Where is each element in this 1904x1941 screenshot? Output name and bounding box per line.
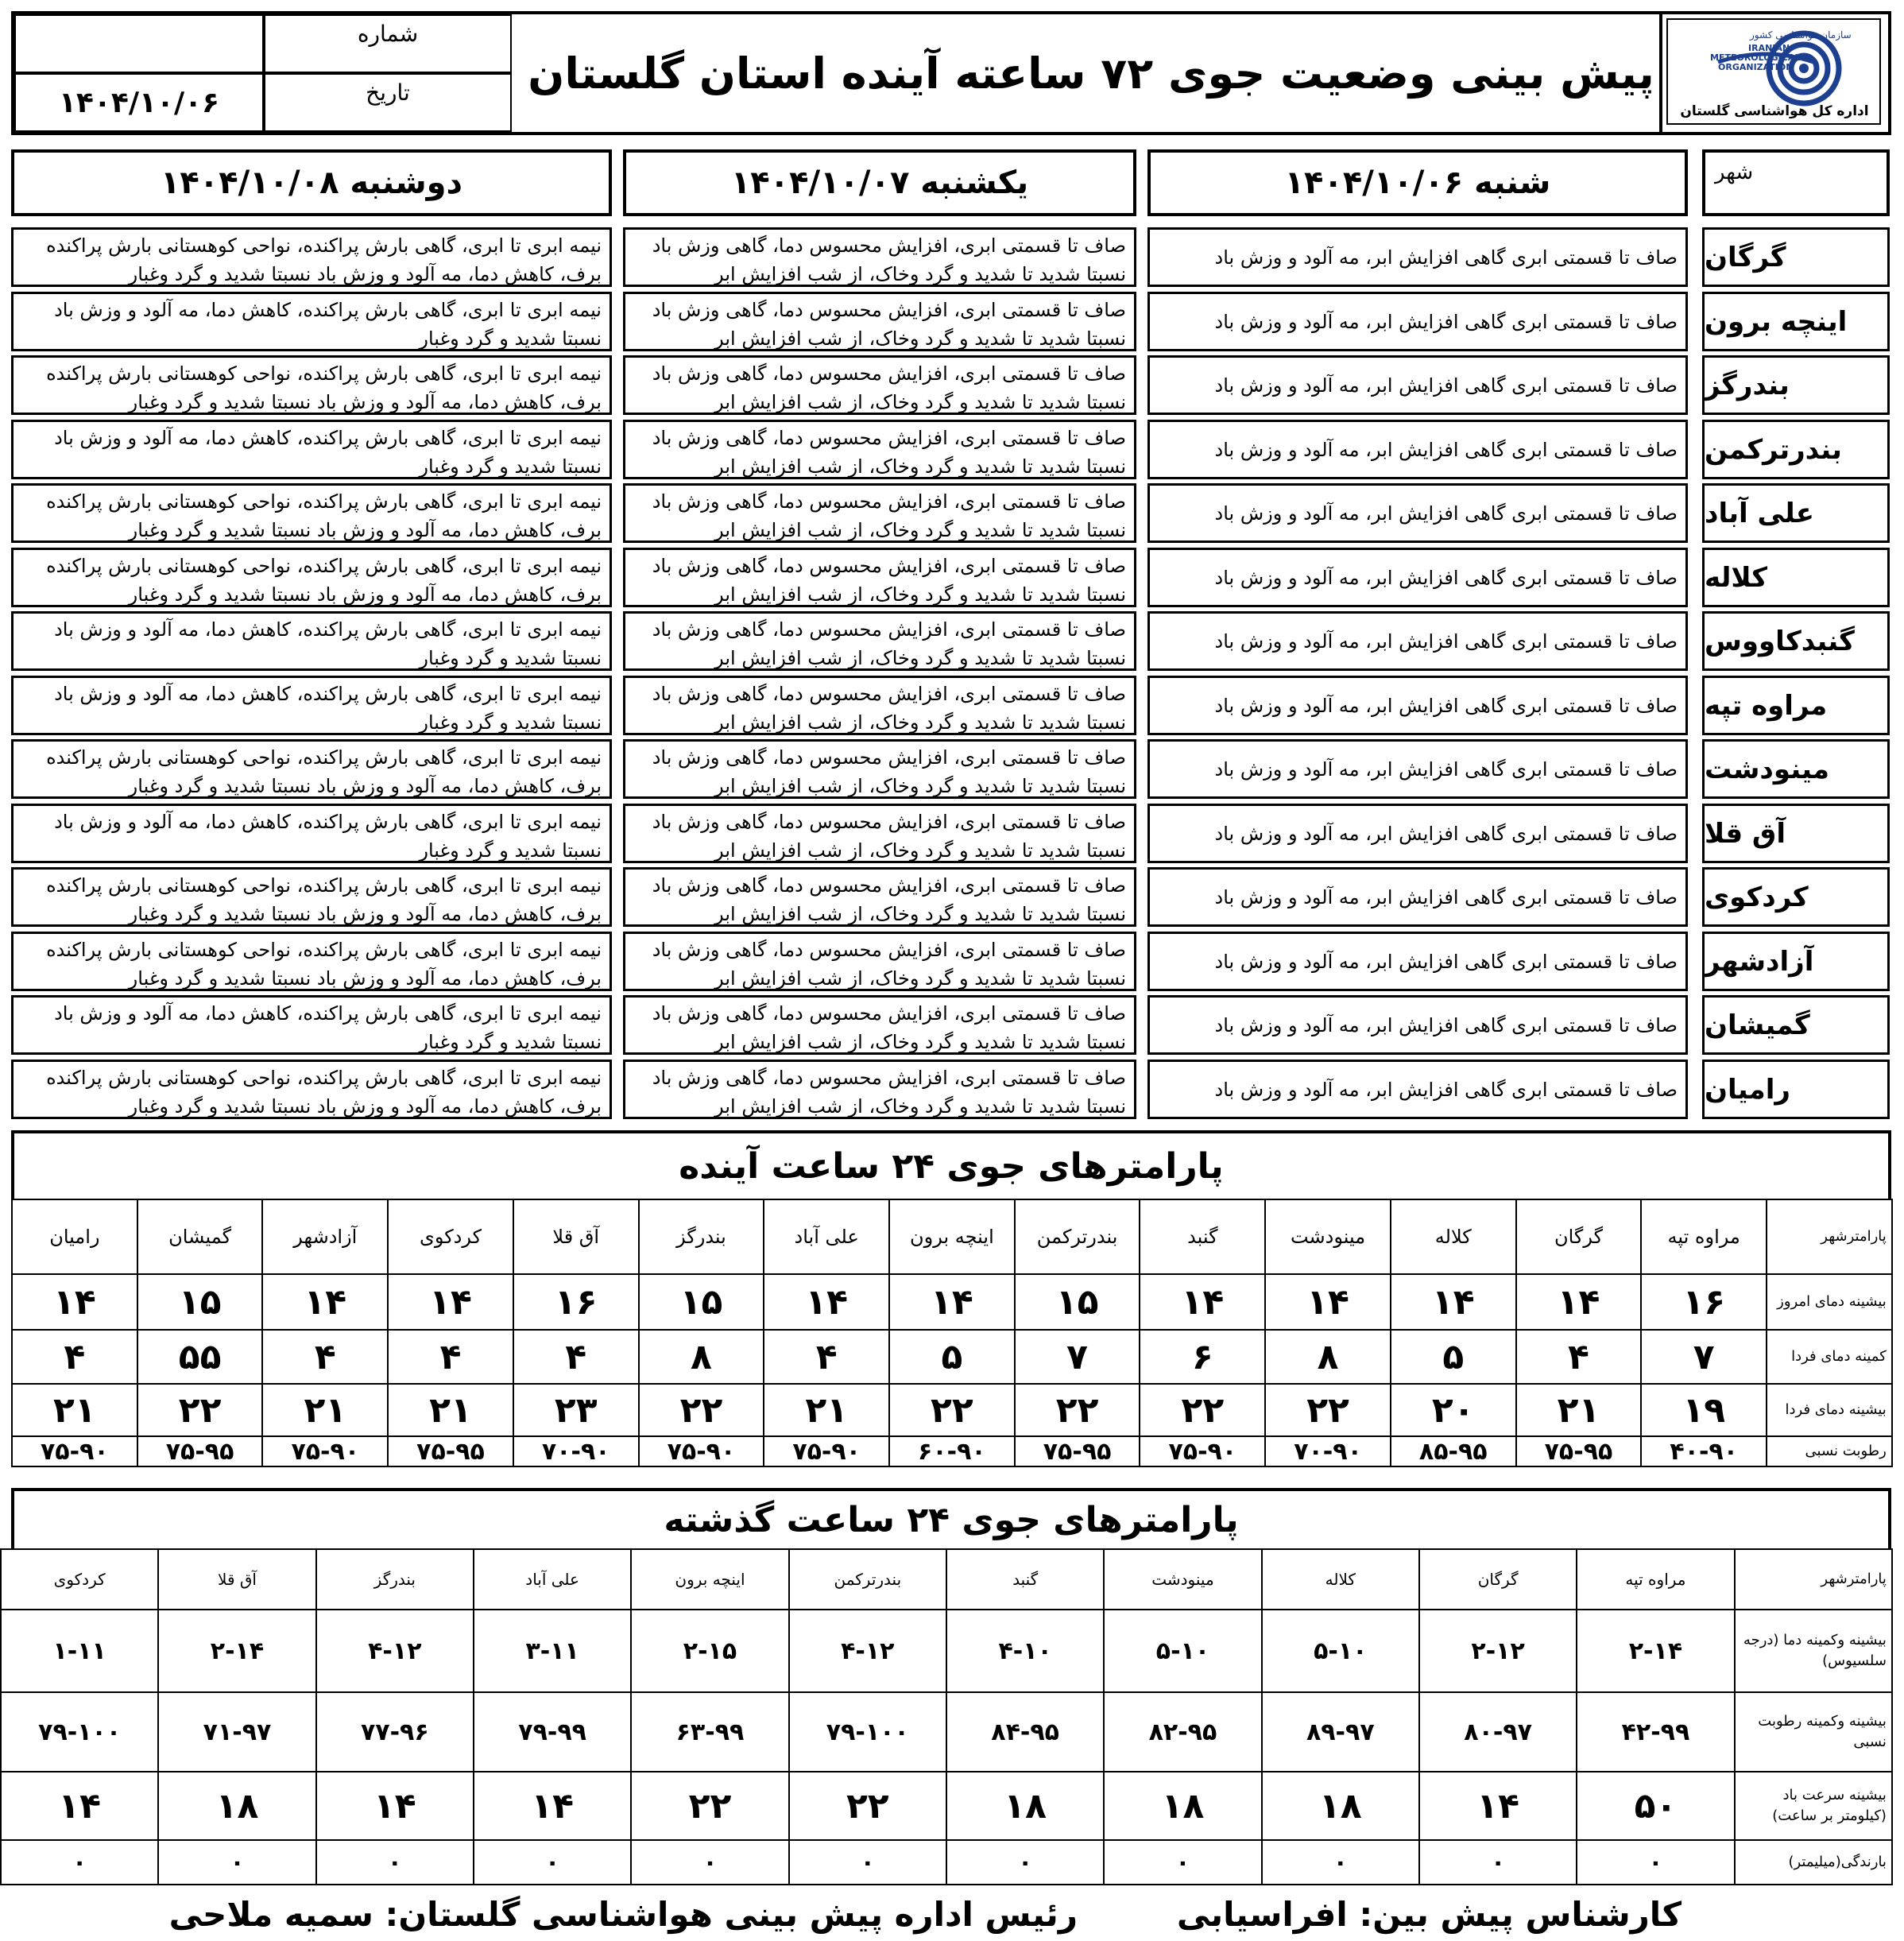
past24-value: ۱۸ — [946, 1772, 1104, 1840]
next24-city-header: علی آباد — [764, 1199, 889, 1274]
past24-value: ۷۹-۱۰۰ — [1, 1692, 158, 1772]
next24-value: ۷۵-۹۰ — [639, 1436, 764, 1466]
next24-row-label: بیشینه دمای فردا — [1767, 1384, 1892, 1436]
next24-value: ۱۴ — [388, 1274, 513, 1330]
forecast-day3: نیمه ابری تا ابری، گاهی بارش پراکنده، نواحی کوهستانی بارش پراکنده برف، کاهش دما، مه آلود و وزش باد نسبتا شدید و گرد وغبار — [11, 739, 612, 799]
past24-value: ۰ — [946, 1840, 1104, 1885]
day-header-2: یکشنبه ۱۴۰۴/۱۰/۰۷ — [623, 149, 1136, 216]
next24-value: ۷۵-۹۵ — [137, 1436, 263, 1466]
next24-value: ۷۵-۹۵ — [1516, 1436, 1642, 1466]
next24-value: ۷۵-۹۰ — [12, 1436, 137, 1466]
date-value-cell — [14, 73, 264, 132]
next24-value: ۴ — [1516, 1330, 1642, 1384]
past24-value: ۵۰ — [1577, 1772, 1734, 1840]
next24-row-label: رطوبت نسبی — [1767, 1436, 1892, 1466]
forecast-day3: نیمه ابری تا ابری، گاهی بارش پراکنده، کاهش دما، مه آلود و وزش باد نسبتا شدید و گرد وغبار — [11, 804, 612, 863]
past24-value: ۱۴ — [1419, 1772, 1577, 1840]
past24-city-header: بندرگز — [316, 1549, 474, 1610]
city-name: اینچه برون — [1702, 292, 1890, 351]
next24-value: ۲۲ — [889, 1384, 1015, 1436]
past24-value: ۸۲-۹۵ — [1104, 1692, 1261, 1772]
past24-value: ۴-۱۲ — [789, 1610, 946, 1692]
next24-city-header: اینچه برون — [889, 1199, 1015, 1274]
past24-value: ۱۸ — [1262, 1772, 1419, 1840]
next24-value: ۷۵-۹۵ — [1015, 1436, 1140, 1466]
next24-value: ۱۵ — [639, 1274, 764, 1330]
next24-city-header: کردکوی — [388, 1199, 513, 1274]
forecast-day3: نیمه ابری تا ابری، گاهی بارش پراکنده، نواحی کوهستانی بارش پراکنده برف، کاهش دما، مه آلود و وزش باد نسبتا شدید و گرد وغبار — [11, 932, 612, 991]
past24-city-header: گرگان — [1419, 1549, 1577, 1610]
number-date-box — [14, 14, 512, 132]
next24-value: ۱۴ — [889, 1274, 1015, 1330]
past24-city-header: گنبد — [946, 1549, 1104, 1610]
next24-value: ۴ — [12, 1330, 137, 1384]
city-name: رامیان — [1702, 1060, 1890, 1119]
next24-corner: پارامترشهر — [1767, 1199, 1892, 1274]
logo-en-2: METEOROLOGICAL — [1710, 52, 1801, 63]
past24-value: ۰ — [1262, 1840, 1419, 1885]
next24-city-header: کلاله — [1391, 1199, 1516, 1274]
past24-city-header: مینودشت — [1104, 1549, 1261, 1610]
logo — [1659, 14, 1888, 132]
forecast-day1: صاف تا قسمتی ابری گاهی افزایش ابر، مه آلود و وزش باد — [1147, 420, 1688, 479]
next24-value: ۷۵-۹۵ — [388, 1436, 513, 1466]
next24-value: ۷۵-۹۰ — [1140, 1436, 1265, 1466]
forecast-day3: نیمه ابری تا ابری، گاهی بارش پراکنده، نواحی کوهستانی بارش پراکنده برف، کاهش دما، مه آلود و وزش باد نسبتا شدید و گرد وغبار — [11, 867, 612, 927]
next24-value: ۱۶ — [1641, 1274, 1767, 1330]
next24-value: ۱۴ — [764, 1274, 889, 1330]
past24-value: ۵-۱۰ — [1104, 1610, 1261, 1692]
city-name: آق قلا — [1702, 804, 1890, 863]
forecast-day1: صاف تا قسمتی ابری گاهی افزایش ابر، مه آلود و وزش باد — [1147, 1060, 1688, 1119]
day-header-3: دوشنبه ۱۴۰۴/۱۰/۰۸ — [11, 149, 612, 216]
past24-row-label: بارندگی(میلیمتر) — [1735, 1840, 1892, 1885]
forecast-day3: نیمه ابری تا ابری، گاهی بارش پراکنده، نواحی کوهستانی بارش پراکنده برف، کاهش دما، مه آلود و وزش باد نسبتا شدید و گرد وغبار — [11, 227, 612, 287]
forecast-day1: صاف تا قسمتی ابری گاهی افزایش ابر، مه آلود و وزش باد — [1147, 227, 1688, 287]
past24-value: ۱-۱۱ — [1, 1610, 158, 1692]
past24-value: ۷۱-۹۷ — [158, 1692, 315, 1772]
forecast-day1: صاف تا قسمتی ابری گاهی افزایش ابر، مه آلود و وزش باد — [1147, 355, 1688, 415]
next24-value: ۲۲ — [1015, 1384, 1140, 1436]
next24-value: ۸ — [639, 1330, 764, 1384]
forecast-day2: صاف تا قسمتی ابری، افزایش محسوس دما، گاهی وزش باد نسبتا شدید تا شدید و گرد وخاک، از شب افزایش ابر — [623, 611, 1136, 671]
next24-value: ۲۱ — [12, 1384, 137, 1436]
forecast-day2: صاف تا قسمتی ابری، افزایش محسوس دما، گاهی وزش باد نسبتا شدید تا شدید و گرد وخاک، از شب افزایش ابر — [623, 867, 1136, 927]
forecast-day3: نیمه ابری تا ابری، گاهی بارش پراکنده، نواحی کوهستانی بارش پراکنده برف، کاهش دما، مه آلود و وزش باد نسبتا شدید و گرد وغبار — [11, 483, 612, 543]
past24-city-header: آق قلا — [158, 1549, 315, 1610]
next24-value: ۸ — [1265, 1330, 1391, 1384]
forecast-day2: صاف تا قسمتی ابری، افزایش محسوس دما، گاهی وزش باد نسبتا شدید تا شدید و گرد وخاک، از شب افزایش ابر — [623, 548, 1136, 607]
next24-value: ۲۲ — [1265, 1384, 1391, 1436]
past24-value: ۴-۱۲ — [316, 1610, 474, 1692]
next24-value: ۷ — [1015, 1330, 1140, 1384]
past24-value: ۰ — [1104, 1840, 1261, 1885]
forecast-day1: صاف تا قسمتی ابری گاهی افزایش ابر، مه آلود و وزش باد — [1147, 548, 1688, 607]
next24-value: ۲۲ — [1140, 1384, 1265, 1436]
forecast-day3: نیمه ابری تا ابری، گاهی بارش پراکنده، کاهش دما، مه آلود و وزش باد نسبتا شدید و گرد وغبار — [11, 420, 612, 479]
past24-row-label: بیشینه وکمینه دما (درجه سلسیوس) — [1735, 1610, 1892, 1692]
past24-value: ۰ — [631, 1840, 788, 1885]
city-name: علی آباد — [1702, 483, 1890, 543]
next24-city-header: گرگان — [1516, 1199, 1642, 1274]
next24-value: ۴ — [262, 1330, 388, 1384]
next24-value: ۴۰-۹۰ — [1641, 1436, 1767, 1466]
past24-value: ۱۸ — [158, 1772, 315, 1840]
forecast-day2: صاف تا قسمتی ابری، افزایش محسوس دما، گاهی وزش باد نسبتا شدید تا شدید و گرد وخاک، از شب افزایش ابر — [623, 995, 1136, 1055]
forecast-day2: صاف تا قسمتی ابری، افزایش محسوس دما، گاهی وزش باد نسبتا شدید تا شدید و گرد وخاک، از شب افزایش ابر — [623, 227, 1136, 287]
past24-value: ۱۸ — [1104, 1772, 1261, 1840]
date-label-cell — [264, 73, 512, 132]
forecast-day2: صاف تا قسمتی ابری، افزایش محسوس دما، گاهی وزش باد نسبتا شدید تا شدید و گرد وخاک، از شب افزایش ابر — [623, 420, 1136, 479]
past24-city-header: اینچه برون — [631, 1549, 788, 1610]
forecast-day3: نیمه ابری تا ابری، گاهی بارش پراکنده، کاهش دما، مه آلود و وزش باد نسبتا شدید و گرد وغبار — [11, 995, 612, 1055]
next24-value: ۷۰-۹۰ — [1265, 1436, 1391, 1466]
forecast-day1: صاف تا قسمتی ابری گاهی افزایش ابر، مه آلود و وزش باد — [1147, 867, 1688, 927]
city-column-header: شهر — [1702, 149, 1890, 216]
next24-value: ۲۱ — [1516, 1384, 1642, 1436]
forecast-day1: صاف تا قسمتی ابری گاهی افزایش ابر، مه آلود و وزش باد — [1147, 611, 1688, 671]
next24-value: ۲۱ — [388, 1384, 513, 1436]
forecast-day3: نیمه ابری تا ابری، گاهی بارش پراکنده، کاهش دما، مه آلود و وزش باد نسبتا شدید و گرد وغبار — [11, 611, 612, 671]
next24-city-header: بندرگز — [639, 1199, 764, 1274]
past24-value: ۱۴ — [474, 1772, 631, 1840]
next24-city-header: بندرترکمن — [1015, 1199, 1140, 1274]
next24-value: ۸۵-۹۵ — [1391, 1436, 1516, 1466]
past24-value: ۳-۱۱ — [474, 1610, 631, 1692]
forecast-day3: نیمه ابری تا ابری، گاهی بارش پراکنده، کاهش دما، مه آلود و وزش باد نسبتا شدید و گرد وغبار — [11, 676, 612, 735]
past24-value: ۱۴ — [316, 1772, 474, 1840]
forecast-day3: نیمه ابری تا ابری، گاهی بارش پراکنده، نواحی کوهستانی بارش پراکنده برف، کاهش دما، مه آلود و وزش باد نسبتا شدید و گرد وغبار — [11, 548, 612, 607]
past24-value: ۲-۱۵ — [631, 1610, 788, 1692]
past24-city-header: علی آباد — [474, 1549, 631, 1610]
forecast-day2: صاف تا قسمتی ابری، افزایش محسوس دما، گاهی وزش باد نسبتا شدید تا شدید و گرد وخاک، از شب افزایش ابر — [623, 292, 1136, 351]
forecast-day2: صاف تا قسمتی ابری، افزایش محسوس دما، گاهی وزش باد نسبتا شدید تا شدید و گرد وخاک، از شب افزایش ابر — [623, 355, 1136, 415]
past24-corner: پارامترشهر — [1735, 1549, 1892, 1610]
city-name: بندرترکمن — [1702, 420, 1890, 479]
next24-value: ۷۵-۹۰ — [764, 1436, 889, 1466]
logo-en-3: ORGANIZATION — [1718, 62, 1794, 72]
next24-value: ۲۲ — [137, 1384, 263, 1436]
next24-value: ۴ — [388, 1330, 513, 1384]
past24-value: ۷۹-۱۰۰ — [789, 1692, 946, 1772]
past24-value: ۲۲ — [789, 1772, 946, 1840]
next24-value: ۲۱ — [262, 1384, 388, 1436]
next24-value: ۱۴ — [12, 1274, 137, 1330]
forecast-day2: صاف تا قسمتی ابری، افزایش محسوس دما، گاهی وزش باد نسبتا شدید تا شدید و گرد وخاک، از شب افزایش ابر — [623, 739, 1136, 799]
past24-city-header: کردکوی — [1, 1549, 158, 1610]
forecast-day2: صاف تا قسمتی ابری، افزایش محسوس دما، گاهی وزش باد نسبتا شدید تا شدید و گرد وخاک، از شب افزایش ابر — [623, 483, 1136, 543]
forecast-day2: صاف تا قسمتی ابری، افزایش محسوس دما، گاهی وزش باد نسبتا شدید تا شدید و گرد وخاک، از شب افزایش ابر — [623, 804, 1136, 863]
past24-city-header: کلاله — [1262, 1549, 1419, 1610]
forecast-day3: نیمه ابری تا ابری، گاهی بارش پراکنده، نواحی کوهستانی بارش پراکنده برف، کاهش دما، مه آلود و وزش باد نسبتا شدید و گرد وغبار — [11, 1060, 612, 1119]
next24-value: ۱۴ — [1516, 1274, 1642, 1330]
past24-value: ۰ — [158, 1840, 315, 1885]
forecast-day2: صاف تا قسمتی ابری، افزایش محسوس دما، گاهی وزش باد نسبتا شدید تا شدید و گرد وخاک، از شب افزایش ابر — [623, 932, 1136, 991]
next24-value: ۴ — [764, 1330, 889, 1384]
city-name: آزادشهر — [1702, 932, 1890, 991]
number-label: شماره — [357, 21, 419, 47]
city-name: کلاله — [1702, 548, 1890, 607]
past24-value: ۱۴ — [1, 1772, 158, 1840]
next24-city-header: گمیشان — [137, 1199, 263, 1274]
past24-value: ۰ — [789, 1840, 946, 1885]
next24-title: پارامترهای جوی ۲۴ ساعت آینده — [679, 1145, 1224, 1187]
past24-value: ۶۳-۹۹ — [631, 1692, 788, 1772]
next24-value: ۱۵ — [137, 1274, 263, 1330]
forecast-day2: صاف تا قسمتی ابری، افزایش محسوس دما، گاهی وزش باد نسبتا شدید تا شدید و گرد وخاک، از شب افزایش ابر — [623, 676, 1136, 735]
next24-value: ۲۱ — [764, 1384, 889, 1436]
city-name: بندرگز — [1702, 355, 1890, 415]
next24-value: ۵ — [889, 1330, 1015, 1384]
past24-value: ۵-۱۰ — [1262, 1610, 1419, 1692]
number-value-cell — [14, 14, 264, 73]
past24-value: ۷۹-۹۹ — [474, 1692, 631, 1772]
next24-value: ۲۲ — [639, 1384, 764, 1436]
past24-city-header: بندرترکمن — [789, 1549, 946, 1610]
past24-value: ۸۹-۹۷ — [1262, 1692, 1419, 1772]
past24-value: ۸۰-۹۷ — [1419, 1692, 1577, 1772]
next24-city-header: مینودشت — [1265, 1199, 1391, 1274]
next24-value: ۷ — [1641, 1330, 1767, 1384]
forecast-day1: صاف تا قسمتی ابری گاهی افزایش ابر، مه آلود و وزش باد — [1147, 995, 1688, 1055]
past24-city-header: مراوه تپه — [1577, 1549, 1734, 1610]
past24-value: ۰ — [316, 1840, 474, 1885]
next24-city-header: آزادشهر — [262, 1199, 388, 1274]
day-header-1: شنبه ۱۴۰۴/۱۰/۰۶ — [1147, 149, 1688, 216]
forecast-day1: صاف تا قسمتی ابری گاهی افزایش ابر، مه آلود و وزش باد — [1147, 676, 1688, 735]
past24-value: ۲-۱۴ — [1577, 1610, 1734, 1692]
head-signature: رئیس اداره پیش بینی هواشناسی گلستان: سمیه ملاحی — [168, 1895, 1078, 1934]
past24-value: ۲-۱۲ — [1419, 1610, 1577, 1692]
past24-value: ۰ — [1577, 1840, 1734, 1885]
city-name: مراوه تپه — [1702, 676, 1890, 735]
forecast-day1: صاف تا قسمتی ابری گاهی افزایش ابر، مه آلود و وزش باد — [1147, 292, 1688, 351]
next24-value: ۱۶ — [513, 1274, 639, 1330]
logo-caption: اداره کل هواشناسی گلستان — [1680, 103, 1869, 119]
next24-value: ۵۵ — [137, 1330, 263, 1384]
next24-city-header: مراوه تپه — [1641, 1199, 1767, 1274]
next24-value: ۱۴ — [262, 1274, 388, 1330]
past24-value: ۰ — [1, 1840, 158, 1885]
forecast-day3: نیمه ابری تا ابری، گاهی بارش پراکنده، کاهش دما، مه آلود و وزش باد نسبتا شدید و گرد وغبار — [11, 292, 612, 351]
next24-value: ۴ — [513, 1330, 639, 1384]
past24-title-box — [11, 1488, 1891, 1548]
next24-value: ۵ — [1391, 1330, 1516, 1384]
next24-city-header: رامیان — [12, 1199, 137, 1274]
past24-value: ۸۴-۹۵ — [946, 1692, 1104, 1772]
past24-value: ۰ — [474, 1840, 631, 1885]
date-value: ۱۴۰۴/۱۰/۰۶ — [58, 86, 220, 119]
next24-value: ۱۴ — [1265, 1274, 1391, 1330]
city-name: مینودشت — [1702, 739, 1890, 799]
next24-title-box — [11, 1130, 1891, 1199]
next24-value: ۲۰ — [1391, 1384, 1516, 1436]
date-label: تاریخ — [366, 79, 410, 106]
forecast-day1: صاف تا قسمتی ابری گاهی افزایش ابر، مه آلود و وزش باد — [1147, 804, 1688, 863]
forecast-day1: صاف تا قسمتی ابری گاهی افزایش ابر، مه آلود و وزش باد — [1147, 932, 1688, 991]
next24-row-label: کمینه دمای فردا — [1767, 1330, 1892, 1384]
next24-value: ۱۴ — [1391, 1274, 1516, 1330]
past24-row-label: بیشینه وکمینه رطوبت نسبی — [1735, 1692, 1892, 1772]
past24-value: ۷۷-۹۶ — [316, 1692, 474, 1772]
forecast-day2: صاف تا قسمتی ابری، افزایش محسوس دما، گاهی وزش باد نسبتا شدید تا شدید و گرد وخاک، از شب افزایش ابر — [623, 1060, 1136, 1119]
forecast-day1: صاف تا قسمتی ابری گاهی افزایش ابر، مه آلود و وزش باد — [1147, 483, 1688, 543]
past24-row-label: بیشینه سرعت باد (کیلومتر بر ساعت) — [1735, 1772, 1892, 1840]
next24-table — [11, 1199, 1893, 1467]
past24-title: پارامترهای جوی ۲۴ ساعت گذشته — [664, 1499, 1239, 1540]
next24-value: ۱۵ — [1015, 1274, 1140, 1330]
next24-value: ۲۳ — [513, 1384, 639, 1436]
forecaster-signature: کارشناس پیش بین: افراسیابی — [1176, 1895, 1681, 1934]
past24-table — [0, 1548, 1893, 1885]
city-name: گمیشان — [1702, 995, 1890, 1055]
next24-value: ۶۰-۹۰ — [889, 1436, 1015, 1466]
next24-city-header: گنبد — [1140, 1199, 1265, 1274]
next24-value: ۷۰-۹۰ — [513, 1436, 639, 1466]
next24-value: ۶ — [1140, 1330, 1265, 1384]
city-name: کردکوی — [1702, 867, 1890, 927]
next24-value: ۷۵-۹۰ — [262, 1436, 388, 1466]
city-name: گرگان — [1702, 227, 1890, 287]
document-header — [11, 11, 1891, 135]
city-name: گنبدکاووس — [1702, 611, 1890, 671]
logo-en-1: IRANIAN — [1748, 43, 1790, 53]
past24-value: ۴-۱۰ — [946, 1610, 1104, 1692]
next24-value: ۱۴ — [1140, 1274, 1265, 1330]
next24-value: ۱۹ — [1641, 1384, 1767, 1436]
past24-value: ۴۲-۹۹ — [1577, 1692, 1734, 1772]
logo-fa-text: سازمان هواشناسی کشور — [1750, 29, 1852, 41]
forecast-day3: نیمه ابری تا ابری، گاهی بارش پراکنده، نواحی کوهستانی بارش پراکنده برف، کاهش دما، مه آلود و وزش باد نسبتا شدید و گرد وغبار — [11, 355, 612, 415]
next24-city-header: آق قلا — [513, 1199, 639, 1274]
past24-value: ۲-۱۴ — [158, 1610, 315, 1692]
past24-value: ۰ — [1419, 1840, 1577, 1885]
forecast-day1: صاف تا قسمتی ابری گاهی افزایش ابر، مه آلود و وزش باد — [1147, 739, 1688, 799]
page-title: پیش بینی وضعیت جوی ۷۲ ساعته آینده استان گلستان — [528, 48, 1654, 99]
next24-row-label: بیشینه دمای امروز — [1767, 1274, 1892, 1330]
number-label-cell — [264, 14, 512, 73]
past24-value: ۲۲ — [631, 1772, 788, 1840]
